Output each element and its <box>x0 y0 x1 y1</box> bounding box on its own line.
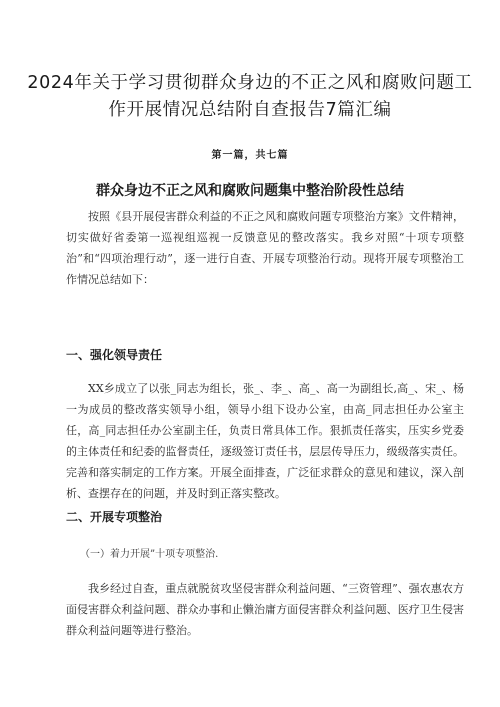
heading-special-rectification: 二、开展专项整治 <box>66 510 163 524</box>
section-title: 群众身边不正之风和腐败问题集中整治阶段性总结 <box>96 183 404 199</box>
paragraph-leadership: XX乡成立了以张_同志为组长，张_、李_、高_、高一为副组长,高_、宋_、杨一为成员的整改落实领导小组，领导小组下设办公室，由高_同志担任办公室主任，高_同志担任办公室副主任，负责日常具体工作。狠抓责任落实，压实乡党委的主体责任和纪委的监督责任，逐级签订责任书，层层传导压力，级级落实责任。完善和落实制定的工作方案。开展全面排查，广泛征求群众的意见和建议，深入剖析、查摆存在的问题，并及时到正落实整改。 <box>66 382 464 500</box>
heading-strengthen-leadership: 一、强化领导责任 <box>66 348 163 362</box>
intro-paragraph: 按照《县开展侵害群众利益的不正之风和腐败问题专项整治方案》文件精神，切实做好省委第一巡视组巡视一反馈意见的整改落实。我乡对照“十项专项整治”和“四项治理行动”，逐一进行自查、开展专项整治行动。现将开展专项整治工作情况总结如下： <box>66 210 464 286</box>
document-title: 2024年关于学习贯彻群众身边的不正之风和腐败问题工作开展情况总结附自查报告7篇汇编 <box>27 73 473 120</box>
subheading-ten-projects: （一）着力开展”十项专项整治. <box>80 549 219 560</box>
paragraph-rectification: 我乡经过自查，重点就脱贫攻坚侵害群众利益问题、“三资管理”、强农惠农方面侵害群众利益问题、群众办事和止懒治庸方面侵害群众利益问题、医疗卫生侵害群众利益问题等进行整治。 <box>66 582 464 637</box>
chapter-label: 第一篇，共七篇 <box>211 150 289 161</box>
